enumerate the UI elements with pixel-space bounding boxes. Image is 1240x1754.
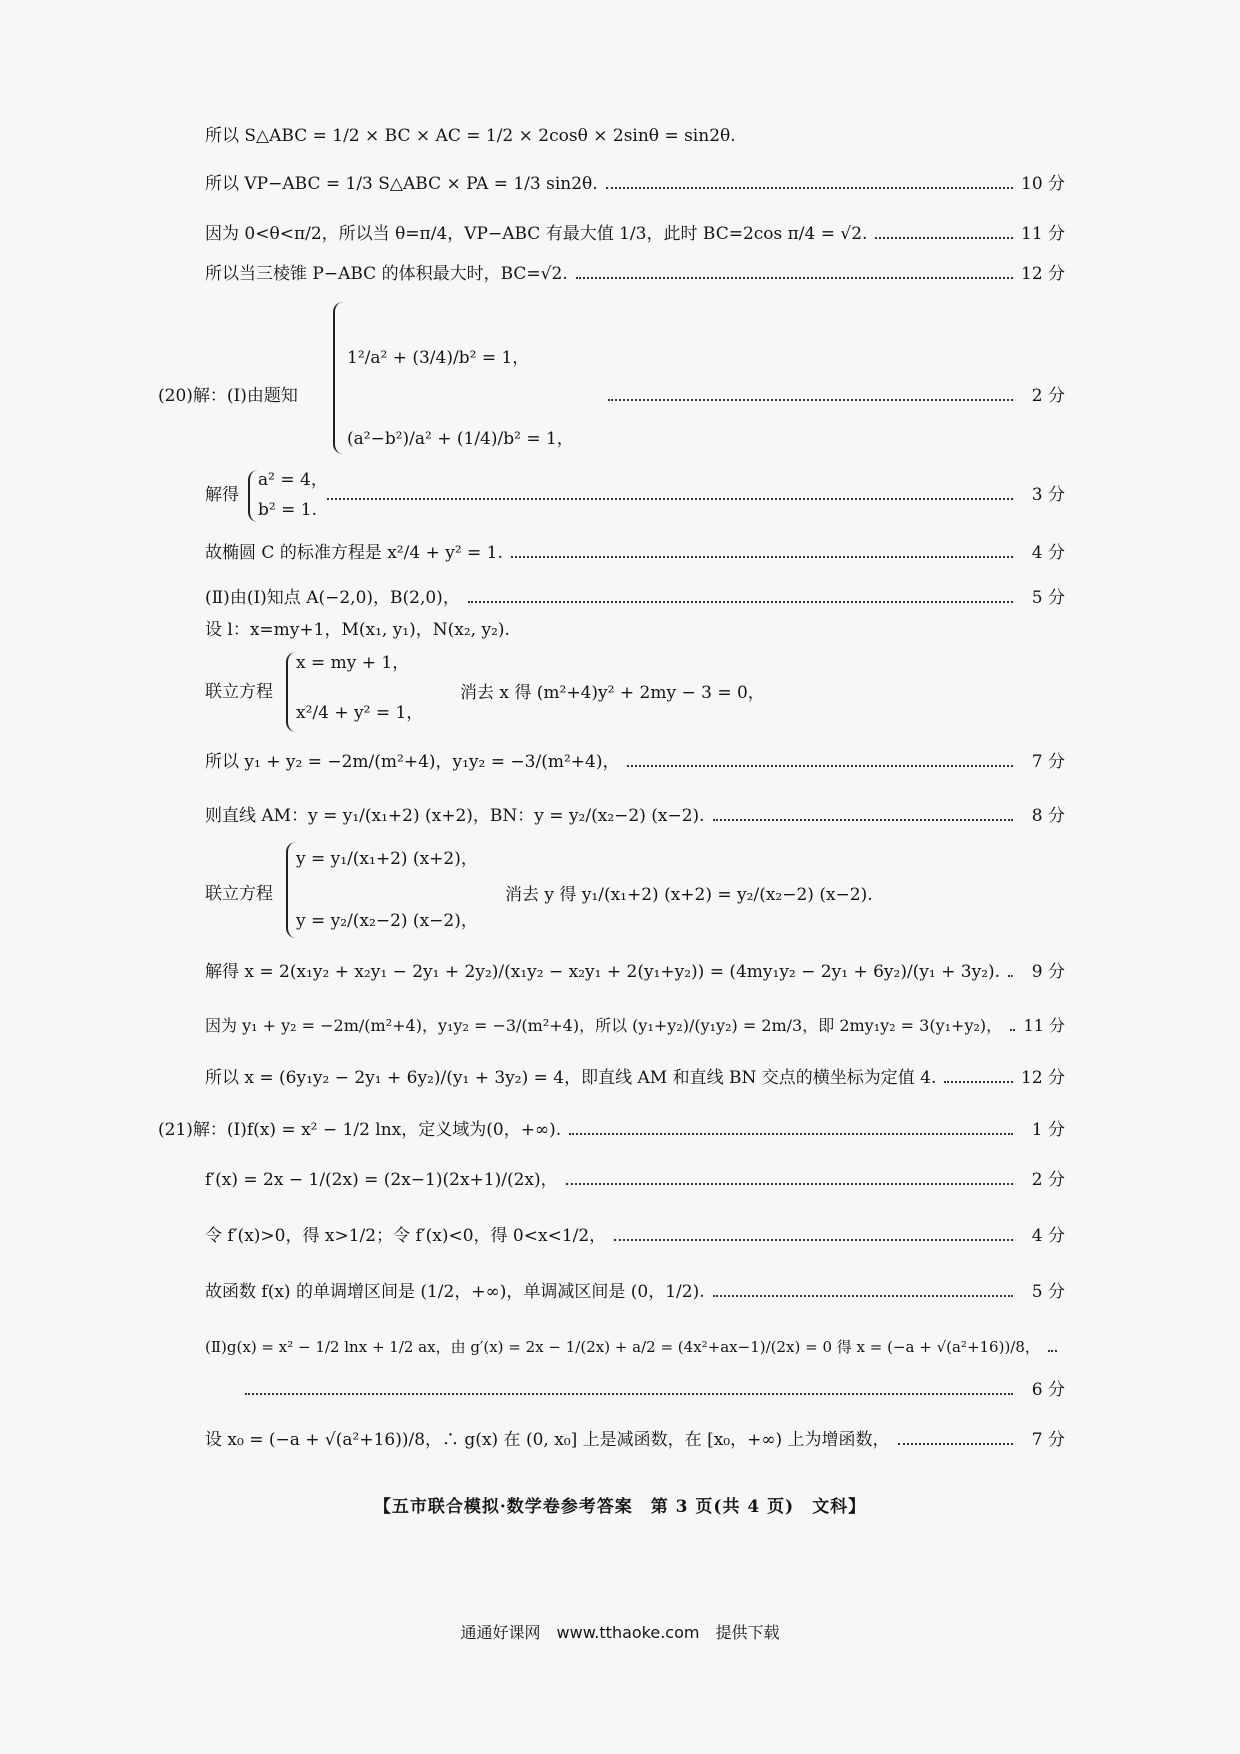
equation: b² = 1. <box>258 500 317 520</box>
equation: x = my + 1， <box>296 653 410 673</box>
answer-text: 所以 S△ABC = 1/2 × BC × AC = 1/2 × 2cosθ × 2sinθ = sin2θ. <box>205 126 736 146</box>
answer-line <box>205 618 1065 642</box>
score-mark: 8 分 <box>1031 806 1065 826</box>
leader-dots <box>713 819 1013 821</box>
score-mark: 6 分 <box>1031 1380 1065 1400</box>
answer-line <box>205 1224 1065 1248</box>
leader-dots <box>1010 1029 1013 1031</box>
score-mark: 7 分 <box>1031 752 1065 772</box>
equation: a² = 4， <box>258 470 328 490</box>
answer-line <box>205 750 1065 774</box>
answer-line <box>205 1066 1065 1090</box>
answer-text: 故椭圆 C 的标准方程是 x²/4 + y² = 1. <box>205 543 503 563</box>
leader-dots <box>944 1081 1013 1083</box>
leader-dots <box>327 498 1013 500</box>
answer-text: 所以当三棱锥 P−ABC 的体积最大时，BC=√2. <box>205 264 568 284</box>
score-mark: 11 分 <box>1021 224 1066 244</box>
leader-dots <box>245 1393 1013 1395</box>
score-mark: 4 分 <box>1031 543 1065 563</box>
answer-text: 设 l：x=my+1，M(x₁, y₁)，N(x₂, y₂). <box>205 620 510 640</box>
problem-21-line <box>158 1118 1065 1142</box>
score-mark: 9 分 <box>1031 962 1065 982</box>
answer-line <box>205 124 1065 148</box>
answer-line <box>205 1280 1065 1304</box>
answer-text: 联立方程 <box>205 682 273 702</box>
equation: x²/4 + y² = 1， <box>296 703 424 723</box>
problem-20-line <box>158 384 1065 408</box>
leader-dots <box>1048 1350 1057 1352</box>
leader-dots <box>608 399 1013 401</box>
equation: y = y₂/(x₂−2) (x−2)， <box>296 911 478 931</box>
equation: 消去 y 得 y₁/(x₁+2) (x+2) = y₂/(x₂−2) (x−2). <box>505 885 873 905</box>
score-mark: 5 分 <box>1031 1282 1065 1302</box>
answer-text: 联立方程 <box>205 884 273 904</box>
leader-dots <box>511 556 1013 558</box>
answer-text: 所以 y₁ + y₂ = −2m/(m²+4)，y₁y₂ = −3/(m²+4)， <box>205 752 620 772</box>
system-brace <box>248 470 258 522</box>
leader-dots <box>576 277 1013 279</box>
leader-dots <box>614 1239 1013 1241</box>
answer-line <box>205 586 1065 610</box>
equation: y = y₁/(x₁+2) (x+2)， <box>296 849 478 869</box>
problem-21-label: (21)解：(Ⅰ)f(x) = x² − 1/2 lnx，定义域为(0，+∞). <box>158 1120 562 1140</box>
score-mark: 7 分 <box>1031 1430 1065 1450</box>
answer-line <box>205 960 1065 984</box>
leader-dots <box>713 1295 1013 1297</box>
score-mark: 11 分 <box>1023 1016 1065 1035</box>
download-credit: 通通好课网 www.tthaoke.com 提供下载 <box>460 1623 780 1642</box>
answer-line <box>205 172 1065 196</box>
answer-line <box>205 1378 1065 1402</box>
answer-text: 所以 VP−ABC = 1/3 S△ABC × PA = 1/3 sin2θ. <box>205 174 598 194</box>
answer-text: 因为 0<θ<π/2，所以当 θ=π/4，VP−ABC 有最大值 1/3，此时 BC=2cos π/4 = √2. <box>205 224 868 244</box>
score-mark: 2 分 <box>1031 386 1065 406</box>
answer-text: 解得 <box>205 485 239 505</box>
answer-text: 解得 x = 2(x₁y₂ + x₂y₁ − 2y₁ + 2y₂)/(x₁y₂ − x₂y₁ + 2(y₁+y₂)) = (4my₁y₂ − 2y₁ + 6y₂)/(y₁ + 3y₂). <box>205 962 1001 982</box>
score-mark: 3 分 <box>1031 485 1065 505</box>
leader-dots <box>569 1133 1013 1135</box>
answer-line <box>205 222 1065 246</box>
score-mark: 4 分 <box>1031 1226 1065 1246</box>
score-mark: 1 分 <box>1031 1120 1065 1140</box>
leader-dots <box>566 1183 1013 1185</box>
leader-dots <box>898 1443 1013 1445</box>
leader-dots <box>1008 975 1013 977</box>
answer-line <box>205 1168 1065 1192</box>
answer-text: (Ⅱ)由(Ⅰ)知点 A(−2,0)，B(2,0)， <box>205 588 460 608</box>
answer-text: 因为 y₁ + y₂ = −2m/(m²+4)，y₁y₂ = −3/(m²+4)，所以 (y₁+y₂)/(y₁y₂) = 2m/3，即 2my₁y₂ = 3(y₁+y₂)， <box>205 1016 1003 1035</box>
leader-dots <box>627 765 1013 767</box>
equation: 1²/a² + (3/4)/b² = 1， <box>347 348 530 368</box>
answer-line <box>205 483 1065 507</box>
answer-text: f′(x) = 2x − 1/(2x) = (2x−1)(2x+1)/(2x)， <box>205 1170 558 1190</box>
answer-text: 令 f′(x)>0，得 x>1/2；令 f′(x)<0，得 0<x<1/2， <box>205 1226 607 1246</box>
answer-line <box>205 1335 1065 1359</box>
answer-text: 设 x₀ = (−a + √(a²+16))/8，∴ g(x) 在 (0, x₀] 上是减函数，在 [x₀，+∞) 上为增函数， <box>205 1430 890 1450</box>
answer-text: 则直线 AM：y = y₁/(x₁+2) (x+2)，BN：y = y₂/(x₂−2) (x−2). <box>205 806 705 826</box>
leader-dots <box>468 601 1013 603</box>
answer-text: 故函数 f(x) 的单调增区间是 (1/2，+∞)，单调减区间是 (0，1/2). <box>205 1282 705 1302</box>
problem-20-label: (20)解：(Ⅰ)由题知 <box>158 386 298 406</box>
system-brace <box>333 302 345 454</box>
answer-text: (Ⅱ)g(x) = x² − 1/2 lnx + 1/2 ax，由 g′(x) = 2x − 1/(2x) + a/2 = (4x²+ax−1)/(2x) = 0 得 x = (−a + √(a²+16))/8， <box>205 1338 1040 1356</box>
page-footer: 【五市联合模拟·数学卷参考答案 第 3 页(共 4 页) 文科】 <box>373 1497 867 1517</box>
score-mark: 12 分 <box>1021 264 1066 284</box>
answer-text: 所以 x = (6y₁y₂ − 2y₁ + 6y₂)/(y₁ + 3y₂) = 4，即直线 AM 和直线 BN 交点的横坐标为定值 4. <box>205 1068 937 1088</box>
score-mark: 12 分 <box>1021 1068 1066 1088</box>
answer-line <box>205 262 1065 286</box>
answer-line <box>205 1014 1065 1038</box>
score-mark: 5 分 <box>1031 588 1065 608</box>
score-mark: 10 分 <box>1021 174 1066 194</box>
equation: 消去 x 得 (m²+4)y² + 2my − 3 = 0， <box>460 683 765 703</box>
leader-dots <box>875 237 1013 239</box>
score-mark: 2 分 <box>1031 1170 1065 1190</box>
equation: (a²−b²)/a² + (1/4)/b² = 1， <box>347 429 574 449</box>
answer-line <box>205 1428 1065 1452</box>
answer-line <box>205 804 1065 828</box>
answer-line <box>205 541 1065 565</box>
leader-dots <box>606 187 1013 189</box>
